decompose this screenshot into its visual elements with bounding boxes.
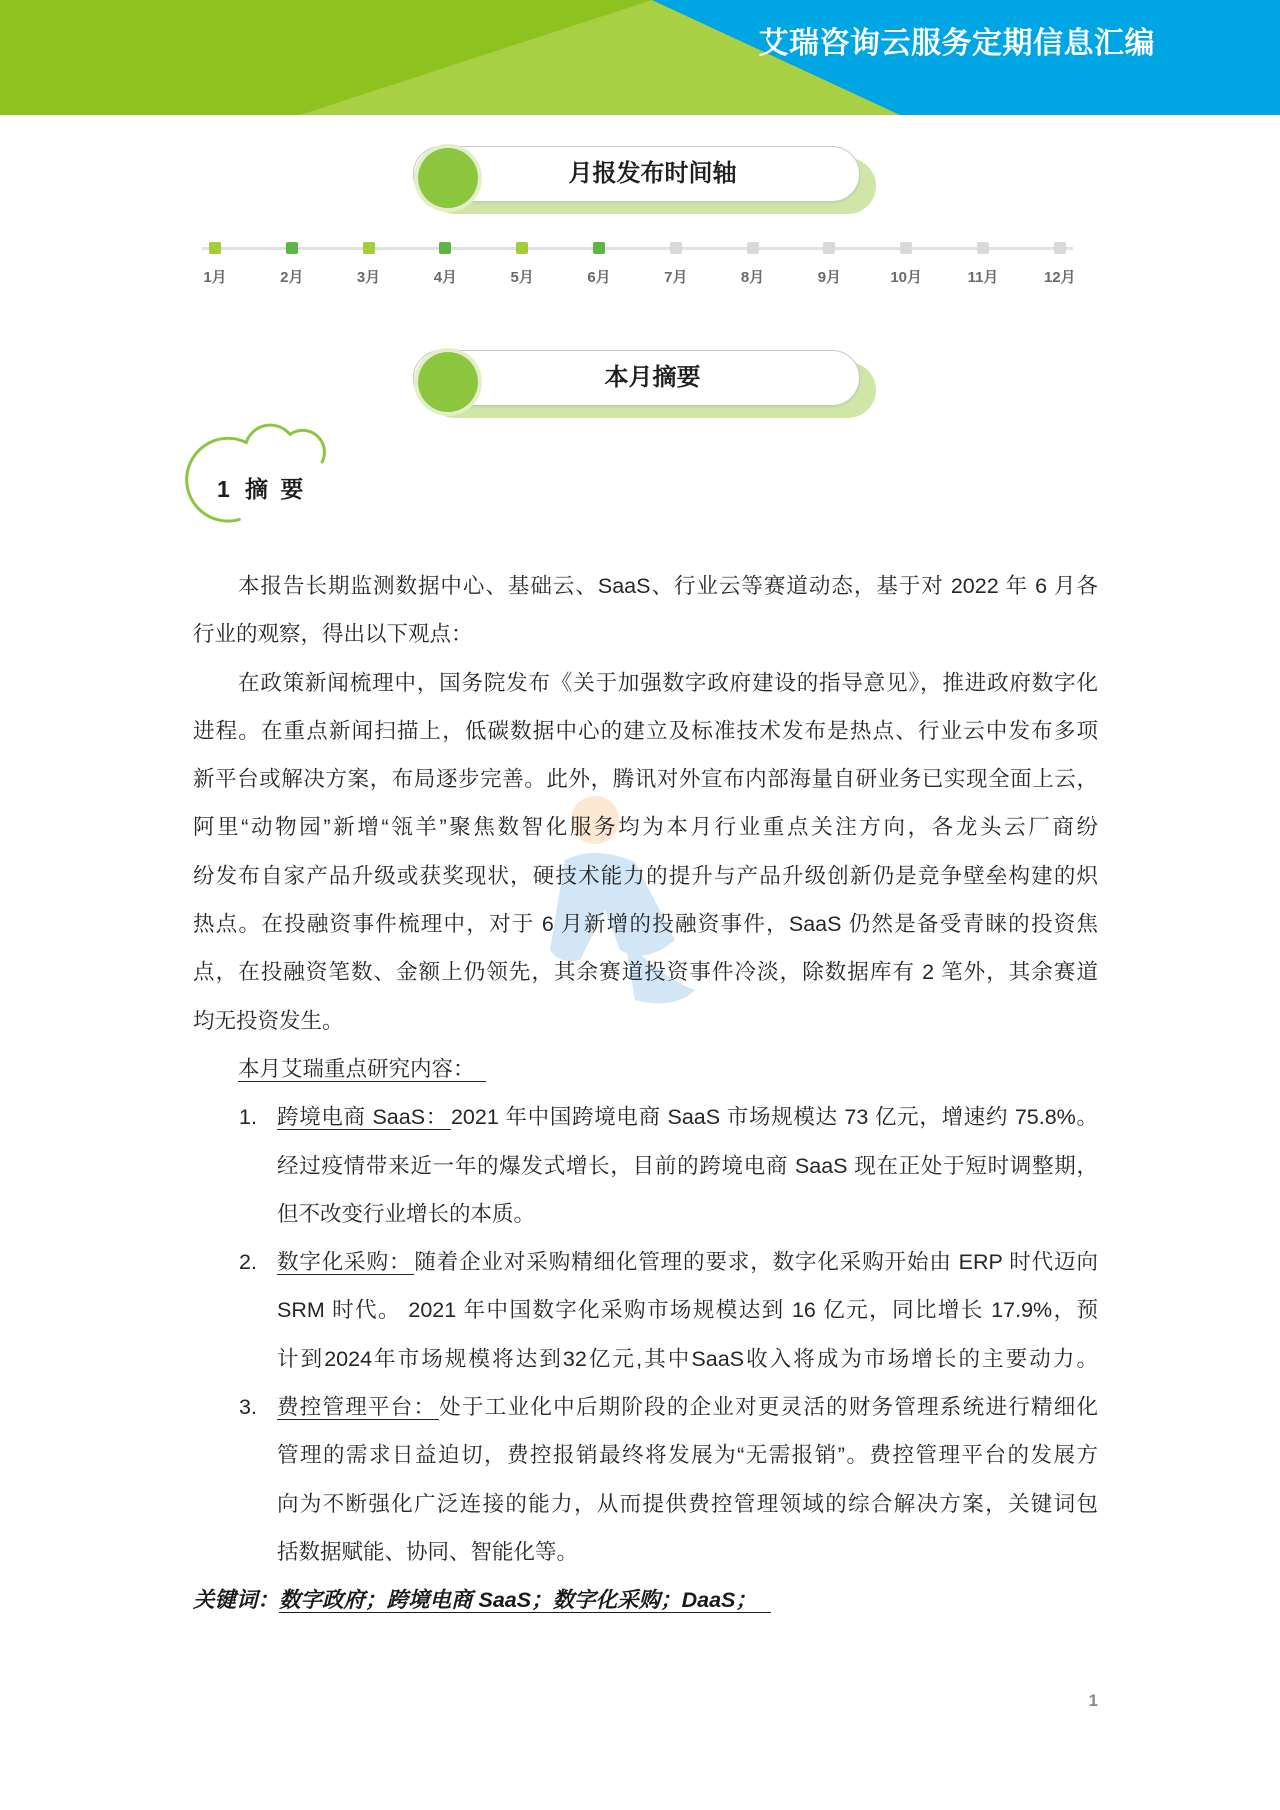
section-number: 1	[217, 476, 230, 502]
page-number: 1	[1088, 1691, 1098, 1710]
timeline-banner	[413, 146, 876, 216]
list-item-text: 处于工业化中后期阶段的企业对更灵活的财务管理系统进行精细化	[439, 1395, 1098, 1420]
timeline-month	[569, 232, 629, 296]
timeline-month	[185, 232, 245, 296]
text-line: 点，在投融资笔数、金额上仍领先，其余赛道投资事件冷淡，除数据库有 2 笔外，其余赛道	[193, 960, 1098, 985]
research-heading-line	[193, 1045, 1098, 1093]
month-label: 4月	[433, 269, 458, 286]
month-label: 7月	[664, 269, 688, 286]
list-number: 2.	[239, 1250, 257, 1275]
timeline-axis	[202, 247, 1073, 250]
month-dot-icon	[363, 242, 375, 254]
keywords-line	[193, 1576, 1098, 1624]
text-line: 经过疫情带来近一年的爆发式增长，目前的跨境电商 SaaS 现在正处于短时调整期，	[277, 1153, 1098, 1178]
month-label: 1月	[203, 269, 227, 286]
keywords-label: 关键词：	[193, 1588, 280, 1613]
text-line: 管理的需求日益迫切，费控报销最终将发展为“无需报销”。费控管理平台的发展方	[277, 1443, 1098, 1468]
month-dot-icon	[823, 242, 835, 254]
month-dot-icon	[977, 242, 989, 254]
month-dot-icon	[516, 242, 528, 254]
list-item-text: 随着企业对采购精细化管理的要求，数字化采购开始由 ERP 时代迈向	[414, 1250, 1098, 1275]
month-dot-icon	[747, 242, 759, 254]
summary-body	[193, 562, 1098, 1625]
timeline-month	[1030, 232, 1090, 296]
text-line: 阿里“动物园”新增“瓴羊”聚焦数智化服务均为本月行业重点关注方向，各龙头云厂商纷	[193, 815, 1098, 840]
header-title: 艾瑞咨询云服务定期信息汇编	[758, 27, 1155, 60]
month-label: 10月	[890, 269, 923, 286]
timeline-month	[492, 232, 552, 296]
text-line: 进程。在重点新闻扫描上，低碳数据中心的建立及标准技术发布是热点、行业云中发布多项	[193, 718, 1098, 743]
list-item-label: 数字化采购：	[277, 1250, 414, 1275]
timeline-month	[339, 232, 399, 296]
month-dot-icon	[593, 242, 605, 254]
month-dot-icon	[900, 242, 912, 254]
list-number: 1.	[239, 1105, 257, 1130]
timeline-month	[953, 232, 1013, 296]
month-label: 8月	[740, 269, 765, 286]
text-line	[277, 1093, 1098, 1141]
timeline-month	[723, 232, 783, 296]
research-heading: 本月艾瑞重点研究内容：	[238, 1057, 486, 1082]
intro-paragraph	[193, 562, 1098, 659]
list-item-label: 跨境电商 SaaS：	[277, 1105, 451, 1130]
list-item	[193, 1383, 1098, 1576]
text-line: 热点。在投融资事件梳理中，对于 6 月新增的投融资事件，SaaS 仍然是备受青睐的投资焦	[193, 912, 1098, 937]
section-heading	[184, 408, 328, 523]
text-line: 向为不断强化广泛连接的能力，从而提供费控管理领域的综合解决方案，关键词包	[277, 1491, 1098, 1516]
cloud-outline-icon	[184, 408, 328, 523]
list-item-label: 费控管理平台：	[277, 1395, 439, 1420]
text-line: 在政策新闻梳理中，国务院发布《关于加强数字政府建设的指导意见》，推进政府数字化	[238, 670, 1098, 695]
keywords-value: 数字政府；跨境电商 SaaS；数字化采购；DaaS；	[279, 1588, 771, 1613]
timeline-month	[262, 232, 322, 296]
list-number: 3.	[239, 1395, 257, 1420]
timeline-month	[799, 232, 859, 296]
month-label: 6月	[587, 269, 611, 286]
month-label: 11月	[967, 269, 999, 286]
text-line: 新平台或解决方案，布局逐步完善。此外，腾讯对外宣布内部海量自研业务已实现全面上云，	[193, 767, 1098, 792]
text-line: 本报告长期监测数据中心、基础云、SaaS、行业云等赛道动态，基于对 2022 年 6 月各	[238, 574, 1098, 598]
text-line	[277, 1238, 1098, 1286]
timeline-month	[415, 232, 475, 296]
month-label: 12月	[1043, 269, 1076, 286]
timeline-month	[876, 232, 936, 296]
summary-banner	[413, 350, 876, 420]
text-line: 行业的观察，得出以下观点：	[193, 622, 473, 647]
text-line: 均无投资发生。	[193, 1008, 344, 1033]
month-dot-icon	[209, 242, 221, 254]
month-dot-icon	[286, 242, 298, 254]
month-dot-icon	[1054, 242, 1066, 254]
text-line: SRM 时代。 2021 年中国数字化采购市场规模达到 16 亿元，同比增长 17.9%，预	[277, 1298, 1098, 1323]
overview-paragraph	[193, 659, 1098, 1045]
month-label: 9月	[817, 269, 842, 286]
text-line: 纷发布自家产品升级或获奖现状，硬技术能力的提升与产品升级创新仍是竞争壁垒构建的炽	[193, 863, 1098, 888]
month-dot-icon	[439, 242, 451, 254]
month-label: 2月	[280, 269, 304, 286]
text-line: 计到2024年市场规模将达到32亿元,其中SaaS收入将成为市场增长的主要动力。	[277, 1346, 1098, 1371]
month-dot-icon	[670, 242, 682, 254]
text-line: 括数据赋能、协同、智能化等。	[277, 1539, 579, 1564]
timeline-banner-title: 月报发布时间轴	[568, 160, 737, 187]
month-label: 5月	[510, 269, 534, 286]
text-line	[277, 1383, 1098, 1431]
timeline-month	[646, 232, 706, 296]
text-line: 但不改变行业增长的本质。	[277, 1201, 536, 1226]
list-item	[193, 1093, 1098, 1238]
month-label: 3月	[356, 269, 381, 286]
publication-timeline	[0, 232, 1280, 296]
section-title: 摘 要	[245, 476, 307, 502]
summary-banner-title: 本月摘要	[604, 364, 701, 391]
list-item-text: 2021 年中国跨境电商 SaaS 市场规模达 73 亿元，增速约 75.8%。	[450, 1105, 1098, 1130]
list-item	[193, 1238, 1098, 1383]
page-header	[0, 0, 1280, 115]
